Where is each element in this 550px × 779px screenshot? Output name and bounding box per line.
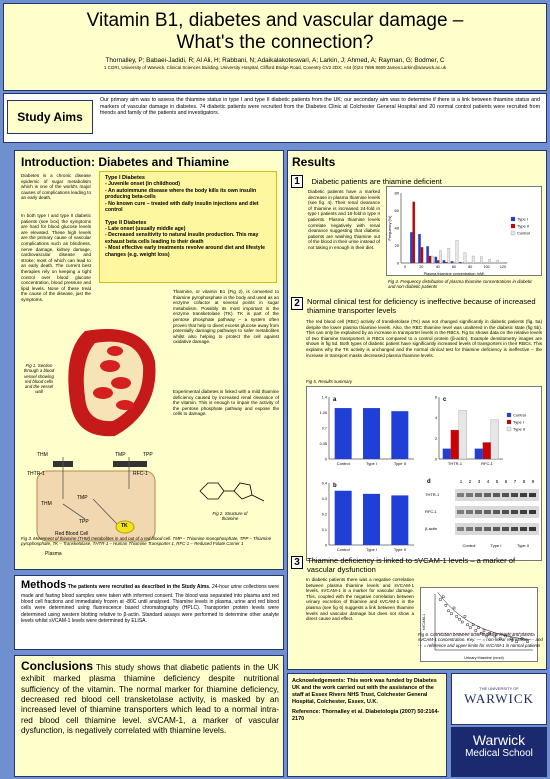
y-tick-label: 1.4 <box>321 395 327 400</box>
diabetes-types-box <box>99 171 277 283</box>
label-tpp-top: TPP <box>143 452 153 458</box>
legend-swatch <box>511 224 515 228</box>
bar <box>491 420 499 459</box>
blot-band <box>484 510 491 514</box>
ack-text: Acknowledgements: This work was funded by Diabetes UK and the work carried out with the assistance of the staff at Essex Rivers NHS Trust, Colchester General Hospital, Colchester, Essex, U.K. <box>292 678 437 706</box>
lane-label: 8 <box>522 479 526 484</box>
row-label: THTR-1 <box>425 492 440 497</box>
legend-swatch <box>507 420 511 424</box>
bar <box>459 262 461 263</box>
x-tick-label: Control <box>336 461 350 466</box>
bar <box>421 247 423 263</box>
study-aims-text: Our primary aim was to assess the thiamine status in type I and type II diabetic patients from the UK; our secondary aim was to determine if there is a link between thiamine status and markers of vascular damage in diabetes. 74 diabetic patients were recruited from the Diabetes Clinic at Colchester General Hospital and 20 normal control patients were recruited from friends and family of the patients and investigators. <box>100 97 540 117</box>
panel-label: c <box>443 397 447 403</box>
data-point <box>461 621 463 623</box>
y-tick-label: 0.7 <box>321 426 327 431</box>
y-tick-label: 2 <box>434 436 437 441</box>
logo-med2: Medical School <box>465 748 533 759</box>
blot-band <box>529 510 536 514</box>
bar <box>496 260 498 263</box>
y-axis-label: Frequency (%) <box>388 215 392 241</box>
x-axis-label: Urinary thiamine (nmol) <box>464 656 504 660</box>
group-label: Type II <box>516 543 530 548</box>
label-thm-top: THM <box>37 452 48 458</box>
conclusions-panel <box>14 655 284 777</box>
authors: Thornalley, P; Babaei-Jadidi, R; Al Ali, H; Rabbani, N; Adaikalakoteswari, A; Larkin, J; Ahmed, A; Rayman, G; Bodmer, C <box>105 56 445 64</box>
y-tick-label: 0.4 <box>321 481 327 486</box>
lane-label: 4 <box>486 479 490 484</box>
type2-title: Type II Diabetes <box>105 219 147 226</box>
x-tick-label: RFC-1 <box>481 461 493 466</box>
legend-label: Control <box>517 230 530 236</box>
legend-swatch <box>507 413 511 417</box>
result3-number: 3 <box>291 556 303 569</box>
y-tick-label: 80 <box>394 190 399 196</box>
blot-band <box>520 493 527 497</box>
legend-label: Type I <box>513 419 524 425</box>
fig6-caption-out: Fig 6. Correlation between urine thiamine levels and plasma sVCAM-1 concentration. Key: — = non-linear regression, --- and ··· = reference and upper limits for sVCAM-1 in normal patients <box>418 632 543 648</box>
warwick-logo <box>451 673 547 725</box>
bar <box>335 408 352 459</box>
methods-text: 24-hour urine collections were made and fasting blood samples were taken with informed consent. The blood was separated into plasma and red blood cell fractions and immediately frozen at -80C until analysed. Thiamine levels in plasma, urine and red blood cells were determined using fluorescence based chromatography (HPLC). Transporter protein levels were determined using western blotting relative to β-actin. Standard assays were performed to determine other analyte levels whilst sVCAM-1 levels were determined by ELISA. <box>21 584 280 624</box>
lane-label: 5 <box>495 479 499 484</box>
lane-label: 1 <box>459 479 463 484</box>
fig5c-chart <box>423 389 541 471</box>
introduction-panel <box>14 150 284 570</box>
logo-uni-line: THE UNIVERSITY OF <box>479 686 519 691</box>
bar <box>410 232 412 263</box>
x-tick-label: Type I <box>366 461 377 466</box>
affiliation: 1 CGRI, University of Warwick, Clinical Sciences Building, University Hospital, Clifford Bridge Road, Coventry CV2 2DX; +44 (0)24 7696 8609 James.Larkin@warwick.ac.uk <box>103 64 447 70</box>
study-aims-panel <box>3 93 547 143</box>
lane-label: 3 <box>477 479 481 484</box>
y-tick-label: 60 <box>394 208 399 213</box>
result1-headline: Diabetic patients are thiamine deficient <box>311 177 442 186</box>
panel-label: b <box>333 483 337 489</box>
bar <box>475 449 483 459</box>
fig5-caption: Fig 5. Results summary <box>306 379 353 384</box>
bar <box>418 234 420 263</box>
bar <box>456 240 458 263</box>
blot-band <box>466 510 473 514</box>
blot-band <box>529 527 536 531</box>
fig4-chart <box>386 186 542 276</box>
legend-swatch <box>511 217 515 221</box>
data-point <box>445 604 447 606</box>
type1-title: Type I Diabetes <box>105 175 145 181</box>
bar <box>451 261 453 263</box>
data-point <box>467 624 469 626</box>
result2-text: The red blood cell (RBC) activity of transketolase (TK) was not changed significantly in diabetic patients (fig. 5a) despite the lower plasma thiamine levels. Also, the RBC thiamine level was unaltered in the diabetic state (fig 5b). This can only be explained by an increase in transporter levels in the RBCs. Fig 5c shows data on the relative levels of two thiamine transporters in RBCs compared to a control protein (β-actin). Example densitometry images are shown in fig 5d. Both types of diabetic patient have significantly increased levels of transporters in their RBCs. This explains why the TK activity is unchanged and the normal clinical test for thiamine deficiency is ineffective – the increase in transport masks decreased plasma thiamine levels. <box>306 319 542 358</box>
y-tick-label: 1.05 <box>319 411 327 415</box>
bar <box>505 262 507 263</box>
fig5d-western-blot <box>423 475 541 557</box>
y-tick-label: 20 <box>394 243 399 248</box>
y-tick-label: 0.3 <box>321 497 327 501</box>
x-tick-label: 40 <box>435 265 440 269</box>
bar <box>363 494 380 545</box>
label-rbc: Red Blood Cell <box>55 531 89 537</box>
label-rfc1: RFC-1 <box>133 471 148 477</box>
legend-label: Control <box>513 412 526 418</box>
y-axis-label: sVCAM-1 <box>422 613 426 631</box>
result3-header <box>291 556 543 574</box>
x-tick-label: 20 <box>419 265 424 269</box>
acknowledgements-panel <box>287 673 447 777</box>
blot-band <box>475 527 482 531</box>
data-point <box>448 610 450 612</box>
lane-label: 2 <box>468 479 472 484</box>
legend-label: Type II <box>513 426 526 432</box>
fig3-caption: Fig 3. Movement of thiamine (THM) metabolites in and out of a red blood cell. TMP – Thiamine monophosphate, TPP – Thiamine pyrophosphate, TK – Transketolase, THTR-1 – Human Thiamine Transporter 1, RFC-1 – Reduced Folate Carrier 1 <box>21 536 272 547</box>
lane-label: 7 <box>513 479 517 484</box>
type1-text: - Juvenile onset (in childhood) - An autoimmune disease where the body kills its own insulin producing beta-cells - No known cure – treated with daily insulin injections and diet control <box>105 181 259 213</box>
blot-band <box>511 510 518 514</box>
y-tick-label: 0.2 <box>321 512 327 517</box>
intro-para-1: Diabetes is a chronic disease epidemic of sugar metabolism which is one of the world's major causes of complications leading to an early death. <box>21 173 91 201</box>
data-point <box>450 613 452 615</box>
y-tick-label: 0 <box>396 260 399 266</box>
y-tick-label: 0.1 <box>321 528 327 532</box>
x-tick-label: Control <box>336 547 350 552</box>
blot-band <box>493 493 500 497</box>
bar <box>448 248 450 263</box>
x-tick-label: 60 <box>452 265 456 269</box>
x-tick-label: 120 <box>499 265 506 269</box>
intro-para-4: Experimental diabetes is linked with a mild thiamine deficiency caused by increased renal clearance of the vitamin. This is enough to impair the activity of the pentose phosphate pathway and expose the cells to damage. <box>173 389 279 417</box>
blot-band <box>502 527 509 531</box>
blot-band <box>457 493 464 497</box>
logo-med1: Warwick <box>472 732 526 748</box>
panel-label: d <box>427 479 431 485</box>
methods-panel <box>14 575 284 650</box>
y-tick-label: 4 <box>434 416 437 421</box>
thiamine-structure <box>190 471 270 511</box>
warwick-medical-school-logo <box>451 727 547 777</box>
bar <box>435 257 437 263</box>
bar <box>335 491 352 545</box>
result3-headline: Thiamine deficiency is linked to sVCAM-1 levels – a marker of vascular dysfunction <box>307 556 516 575</box>
label-tpp-inner: TPP <box>79 519 89 525</box>
group-label: Control <box>462 543 476 548</box>
label-tmp-top: TMP <box>115 452 126 458</box>
bar <box>445 262 447 263</box>
fig5-panel <box>306 386 542 561</box>
blot-band <box>511 527 518 531</box>
y-tick-label: 0 <box>324 457 327 462</box>
blood-vessel-figure <box>55 321 163 441</box>
result2-headline: Normal clinical test for deficiency is ineffective because of increased thiamine transporter levels <box>307 297 536 316</box>
label-tmp-inner: TMP <box>77 495 88 501</box>
row-label: β-actin <box>425 526 438 531</box>
poster-title: Vitamin B1, diabetes and vascular damage – What's the connection? <box>86 10 464 53</box>
blot-band <box>484 527 491 531</box>
blot-band <box>493 510 500 514</box>
bar <box>483 442 491 459</box>
type2-text: - Late onset (usually middle age) - Decreased sensitivity to natural insulin production. This may exhaust beta cells leading to their death - Most effective early treatments revolve around diet and lifestyle changes (e.g. weight loss) <box>105 225 265 258</box>
blot-band <box>457 510 464 514</box>
x-tick-label: 80 <box>468 265 473 269</box>
legend-swatch <box>507 427 511 431</box>
lane-label: 9 <box>531 479 535 484</box>
logo-warwick: WARWICK <box>464 691 534 706</box>
blot-band <box>475 493 482 497</box>
data-point <box>469 627 471 629</box>
results-heading: Results <box>292 155 336 169</box>
label-thm-inner: THM <box>41 501 52 507</box>
y-tick-label: 6 <box>434 395 437 400</box>
data-point <box>464 615 466 617</box>
bar <box>451 430 459 459</box>
bar <box>426 246 428 263</box>
blot-band <box>466 527 473 531</box>
blot-band <box>484 493 491 497</box>
methods-lead: The patients were recruited as described in the Study Aims. <box>67 584 211 590</box>
blot-band <box>475 510 482 514</box>
blot-band <box>466 493 473 497</box>
label-tk: TK <box>121 523 128 529</box>
conclusions-heading: Conclusions <box>21 659 94 673</box>
ack-reference: Reference: Thornalley et al. Diabetologia (2007) 50:2164-2170 <box>292 708 440 722</box>
fig5b-chart <box>309 475 419 557</box>
bar <box>480 257 482 263</box>
title-banner <box>3 3 547 91</box>
x-tick-label: Type II <box>393 547 406 552</box>
fig1-caption: Fig 1. Section through a blood vessel showing red blood cells and the vessel wall <box>23 363 55 395</box>
x-tick-label: Type I <box>366 547 377 552</box>
bar <box>391 411 408 459</box>
fig2-caption: Fig 2. Structure of thiamine <box>212 511 248 522</box>
row-label: RFC-1 <box>425 509 437 514</box>
x-tick-label: THTR-1 <box>447 461 463 466</box>
fig5a-chart <box>309 389 419 471</box>
x-tick-label: 0 <box>404 265 407 269</box>
legend-swatch <box>511 231 515 235</box>
label-plasma: Plasma <box>45 551 62 557</box>
result3-text: In diabetic patients there was a negative correlation between plasma thiamine levels and sVCAM-1 levels. sVCAM-1 is a marker for vascular damage. This, coupled with the negative correlation between urinary excretion of thiamine and sVCAM-1 in the plasma (see fig 6) suggests a link between thiamine levels and vascular damage but does not show a direct cause and effect. <box>306 577 414 622</box>
result2-header <box>291 297 543 315</box>
conclusions-text: This study shows that diabetic patients in the UK exhibit marked plasma thiamine deficiency despite nutritional sufficiency of the vitamin. The normal marker for thiamine deficiency, decreased red blood cell transketolase activity, is masked by an increased level of thiamine transporters which lead to a normal intra-red blood cell thiamine level. sVCAM-1, a marker of vascular dysfunction, is negatively correlated with thiamine levels. <box>21 663 279 736</box>
intro-para-3: Thiamine, or vitamin B1 (Fig 2), is converted to thiamine pyrophosphate in the body and used as an enzyme cofactor at several points in sugar metabolism. Possibly its most important is the enzyme transketolase (TK). TK is part of the pentose phosphate pathway – a system often proven that help to divert excess glucose away from potentially damaging pathways to safer metabolites whilst also helping to protect the cell against oxidative damage. <box>173 289 279 345</box>
bar <box>472 256 474 263</box>
data-point <box>459 618 461 620</box>
panel-label: a <box>333 397 337 403</box>
blot-band <box>457 527 464 531</box>
result2-number: 2 <box>291 297 303 310</box>
legend-label: Type I <box>517 216 528 222</box>
result1-number: 1 <box>291 175 303 188</box>
data-point <box>456 615 458 617</box>
blot-band <box>502 510 509 514</box>
fig6-scatter <box>420 587 538 662</box>
y-tick-label: 0 <box>434 457 437 462</box>
x-tick-label: 100 <box>483 265 490 269</box>
methods-heading: Methods <box>21 579 67 591</box>
blot-band <box>520 527 527 531</box>
intro-para-2: In both type I and type II diabetic patients (see box) the symptoms are hard for blood glucose levels are elevated. These high levels are the primary cause of vascular complications such as blindness, nerve damage, kidney damage, cardiovascular disease and stroke; most of which can lead to an early death. The current best therapies rely on keeping a tight control over blood glucose concentration, blood pressure and lipid levels. None of these treat the cause of the disease, just the symptoms. <box>21 213 91 302</box>
x-tick-label: Type II <box>393 461 406 466</box>
bar <box>464 253 466 264</box>
blot-band <box>511 493 518 497</box>
group-label: Type I <box>490 543 502 548</box>
y-tick-label: 0.35 <box>319 442 327 446</box>
fig4-caption: Fig 4. Frequency distribution of plasma thiamine concentrations in diabetic and non-diabetic patients <box>388 279 533 290</box>
bar <box>391 495 408 545</box>
blot-band <box>520 510 527 514</box>
data-point <box>442 596 444 598</box>
blot-band <box>529 493 536 497</box>
y-tick-label: 40 <box>394 225 399 231</box>
results-panel <box>287 150 547 670</box>
bar <box>443 449 451 459</box>
bar <box>413 202 415 263</box>
result1-text: Diabetic patients have a marked decrease in plasma thiamine levels (see fig. 4). Their renal clearance of thiamine is increased 24-fold in type I patients and 16-fold in type II patients. Plasma thiamine levels correlate negatively with renal clearance suggesting that diabetic patients are washing thiamine out of the blood in their urine instead of not taking in enough in their diet. <box>308 189 380 250</box>
blot-band <box>502 493 509 497</box>
blot-band <box>493 527 500 531</box>
bar <box>437 260 439 263</box>
bar <box>443 260 445 263</box>
study-aims-heading: Study Aims <box>7 100 93 134</box>
y-tick-label: 0 <box>324 543 327 548</box>
bar <box>431 256 433 263</box>
x-axis-label: Plasma thiamine concentration (nM) <box>423 272 485 276</box>
legend-label: Type II <box>517 223 530 229</box>
data-point <box>439 599 441 601</box>
bar <box>363 408 380 459</box>
intro-heading: Introduction: Diabetes and Thiamine <box>21 155 230 169</box>
bar <box>429 256 431 263</box>
bar <box>439 251 441 263</box>
data-point <box>453 607 455 609</box>
label-thtr1: THTR-1 <box>27 471 45 477</box>
lane-label: 6 <box>504 479 508 484</box>
bar <box>459 410 467 459</box>
bar <box>488 260 490 264</box>
